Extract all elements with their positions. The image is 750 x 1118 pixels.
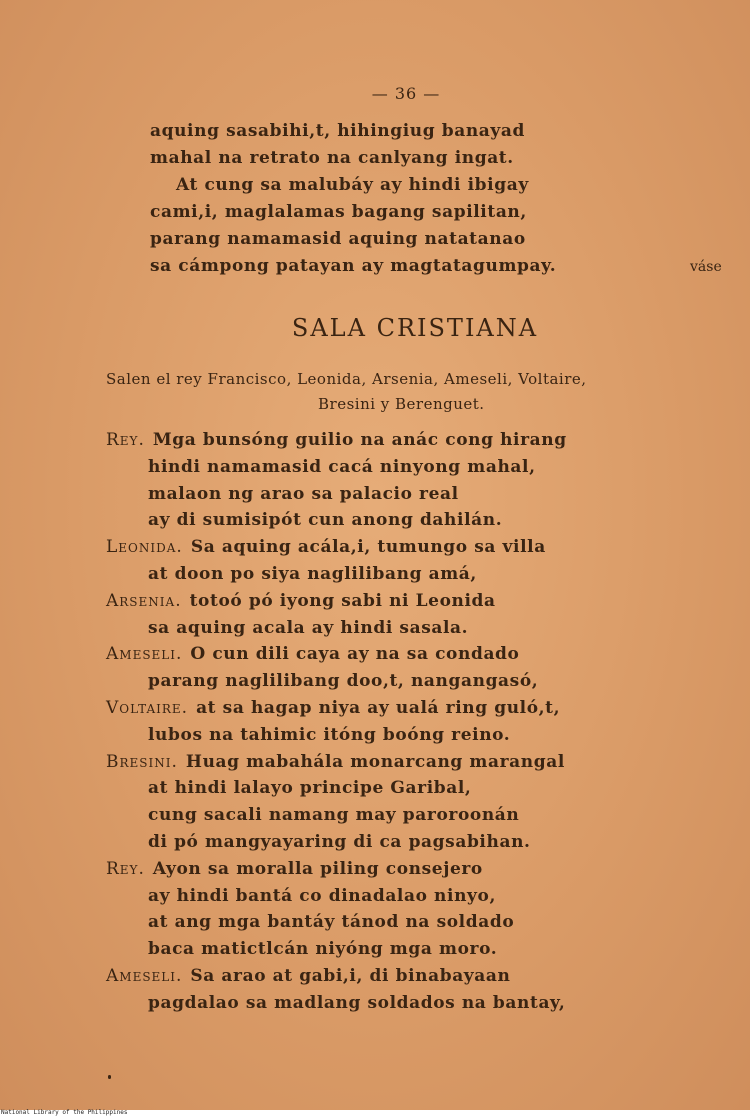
dialogue-line (148, 484, 459, 504)
verse-line: sa cámpong patayan ay magtatagumpay. (150, 256, 557, 276)
dialogue-text: malaon ng arao sa palacio real (148, 484, 459, 504)
dialogue-line (148, 725, 510, 745)
dialogue-text: ay hindi bantá co dinadalao ninyo, (148, 886, 496, 906)
speaker-name: Ameseli. (106, 966, 183, 986)
dialogue-line (148, 618, 468, 638)
dialogue-text: at doon po siya naglilibang amá, (148, 564, 477, 584)
dialogue-line (106, 430, 567, 450)
dialogue-text: parang naglilibang doo,t, nangangasó, (148, 671, 539, 691)
dialogue-line (106, 698, 560, 718)
scene-heading: SALA CRISTIANA (291, 314, 539, 342)
dialogue-line (106, 752, 565, 772)
dialogue-text: Mga bunsóng guilio na anác cong hirang (152, 430, 567, 450)
speaker-name: Voltaire. (106, 698, 189, 718)
dialogue-text: lubos na tahimic itóng boóng reino. (148, 725, 511, 745)
dialogue-text: Sa arao at gabi,i, di binabayaan (190, 966, 511, 986)
dialogue-line (106, 859, 483, 879)
speaker-name: Rey. (106, 859, 145, 879)
dialogue-text: Huag mabahála monarcang marangal (185, 752, 565, 772)
side-note: váse (690, 259, 722, 275)
dialogue-text: hindi namamasid cacá ninyong mahal, (148, 457, 536, 477)
stage-direction: Salen el rey Francisco, Leonida, Arsenia, Ameseli, Voltaire, (106, 370, 587, 388)
stage-direction: Bresini y Berenguet. (318, 395, 485, 413)
dialogue-text: di pó mangyayaring di ca pagsabihan. (148, 832, 531, 852)
verse-line: cami,i, maglalamas bagang sapilitan, (150, 202, 527, 222)
dialogue-text: pagdalao sa madlang soldados na bantay, (148, 993, 566, 1013)
ink-speck (108, 1075, 111, 1079)
dialogue-text: ay di sumisipót cun anong dahilán. (148, 510, 503, 530)
speaker-name: Rey. (106, 430, 145, 450)
dialogue-text: Ayon sa moralla piling consejero (152, 859, 483, 879)
speaker-name: Bresini. (106, 752, 178, 772)
dialogue-line (106, 537, 546, 557)
dialogue-text: sa aquing acala ay hindi sasala. (148, 618, 469, 638)
speaker-name: Ameseli. (106, 644, 183, 664)
verse-line: aquing sasabihi,t, hihingiug banayad (150, 121, 525, 141)
footer-bar (0, 1110, 750, 1118)
verse-line: parang namamasid aquing natatanao (150, 229, 526, 249)
dialogue-text: O cun dili caya ay na sa condado (190, 644, 520, 664)
dialogue-line (148, 457, 536, 477)
dialogue-text: at ang mga bantáy tánod na soldado (148, 912, 515, 932)
dialogue-text: Sa aquing acála,i, tumungo sa villa (190, 537, 546, 557)
dialogue-text: totoó pó iyong sabi ni Leonida (189, 591, 496, 611)
dialogue-line (106, 591, 496, 611)
dialogue-text: at sa hagap niya ay ualá ring guló,t, (196, 698, 561, 718)
dialogue-line (148, 510, 502, 530)
dialogue-line (148, 805, 519, 825)
library-credit: National Library of the Philippines (1, 1109, 128, 1116)
dialogue-line (148, 778, 471, 798)
dialogue-line (148, 886, 496, 906)
dialogue-text: baca matictlcán niyóng mga moro. (148, 939, 498, 959)
page-number: — 36 — (371, 84, 441, 103)
dialogue-line (148, 939, 497, 959)
dialogue-text: cung sacali namang may paroroonán (148, 805, 520, 825)
dialogue-line (148, 564, 477, 584)
speaker-name: Arsenia. (106, 591, 182, 611)
dialogue-line (148, 993, 565, 1013)
verse-line: mahal na retrato na canlyang ingat. (150, 148, 514, 168)
verse-line: At cung sa malubáy ay hindi ibigay (176, 175, 529, 195)
speaker-name: Leonida. (106, 537, 183, 557)
dialogue-line (106, 644, 519, 664)
dialogue-line (106, 966, 510, 986)
dialogue-line (148, 671, 538, 691)
dialogue-line (148, 912, 514, 932)
dialogue-text: at hindi lalayo principe Garibal, (148, 778, 472, 798)
dialogue-line (148, 832, 531, 852)
